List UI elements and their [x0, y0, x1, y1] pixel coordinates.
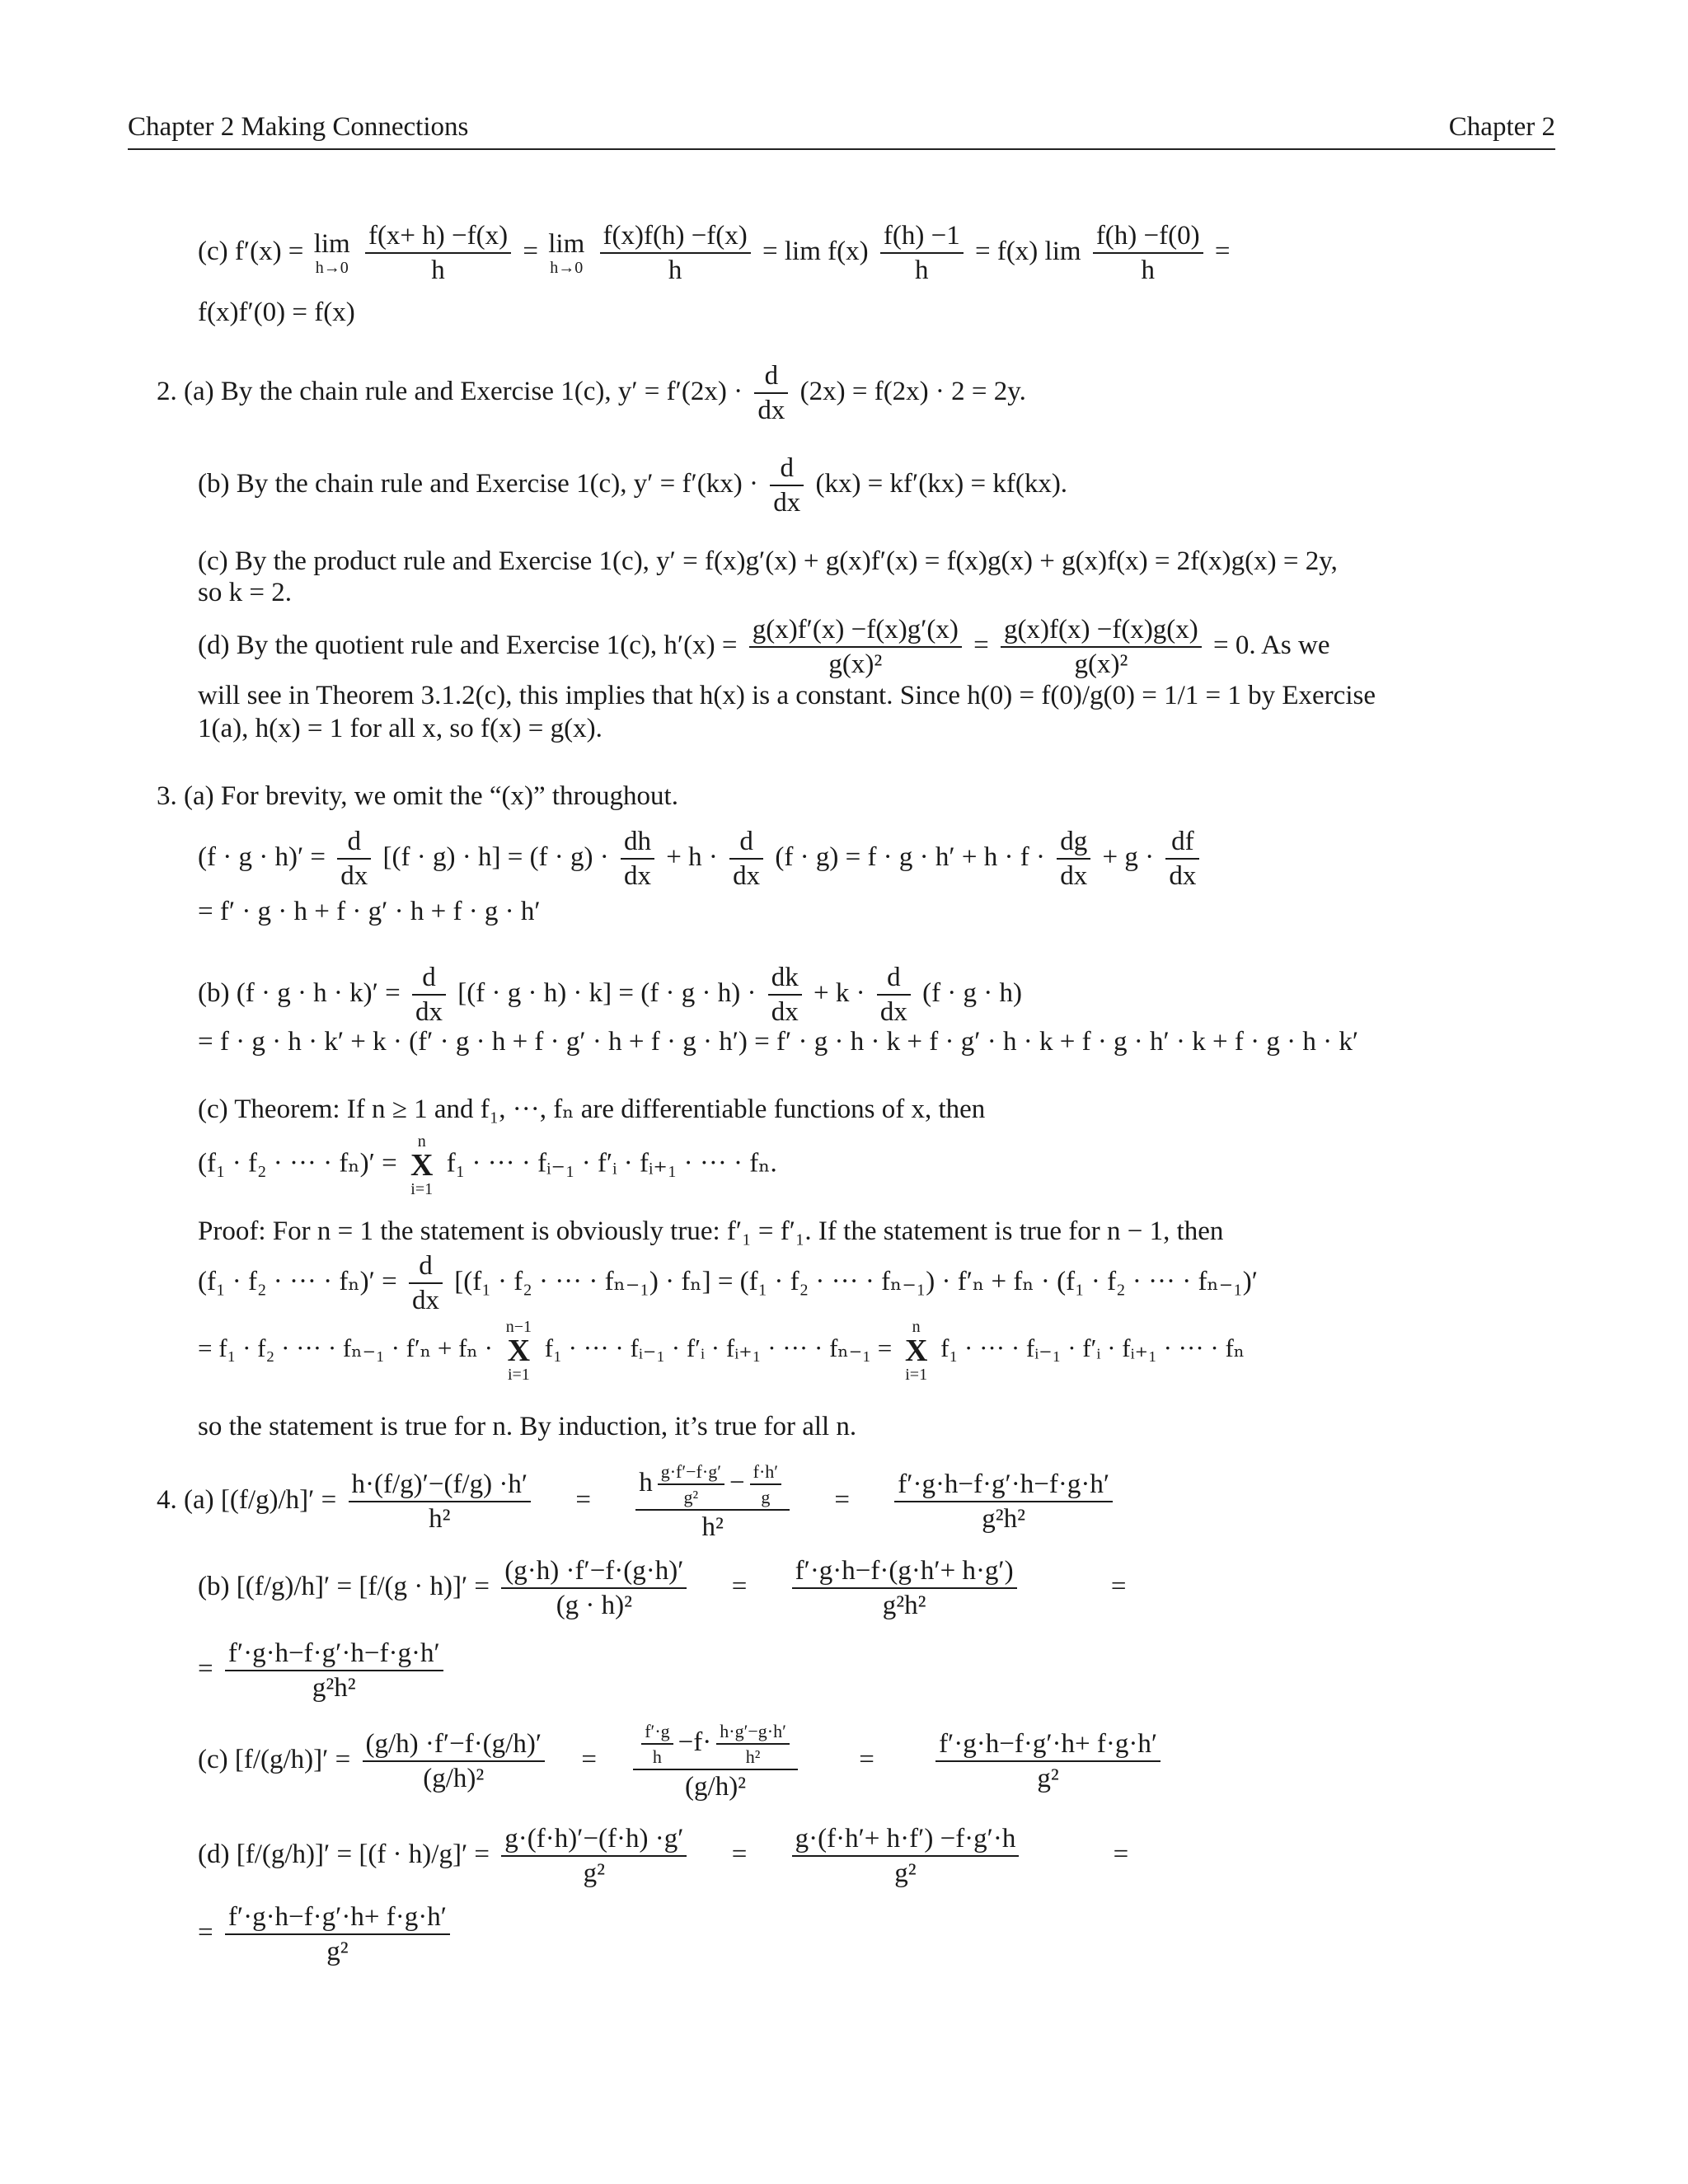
fraction: $\frac{g\cdot(f\cdot h'+ h\cdot f') -f\cdot g'\cdot h}{\text{g²}}$	[792, 1825, 1020, 1887]
fraction: $\frac{f'\cdot g\cdot h-f\cdot g'\cdot h+ f\cdot g\cdot h'}{\text{g²}}$	[935, 1731, 1160, 1793]
ex1c-line2: f(x)f′(0) = f(x)	[198, 298, 355, 327]
fraction: $\frac{g\cdot f'-f\cdot g'}{\text{g²}}$	[658, 1463, 724, 1507]
ex3a-line1: 3. (a) For brevity, we omit the “(x)” throughout.	[157, 781, 678, 811]
ex3c-proof: Proof: For n = 1 the statement is obviously true: f′₁ = f′₁. If the statement is true for n − 1, then	[198, 1216, 1224, 1246]
ex1c-lead: (c) f′(x) =	[198, 237, 304, 267]
fraction: $\frac{g\cdot(f\cdot h)'-(f\cdot h) \cdot g'}{\text{g²}}$	[501, 1825, 687, 1887]
fraction: $\frac{f(h) -f(0)}{h}$	[1093, 223, 1203, 284]
ex4d: (d) [f/(g/h)]′ = [(f · h)/g]′ = $\frac{g\cdot(f\cdot h)'-(f\cdot h) \cdot g'}{\text{g²}}$ = $\frac{g\cdot(f\cdot h'+ h\cdot f') -f\cdot g'\cdot h}{\text{g²}}$ =	[198, 1824, 1129, 1888]
fraction: $\frac{f(x+ h) -f(x)}{h}$	[365, 223, 511, 284]
ex3c-proof-line3: = f₁ · f₂ · ··· · fₙ₋₁ · f′ₙ + fₙ · n−1 X i=1 f₁ · ··· · fᵢ₋₁ · f′ᵢ · fᵢ₊₁ · ··· · fₙ₋₁ = n X i=1 f₁ · ··· · fᵢ₋₁ · f′ᵢ · fᵢ₊₁ · ··· · fₙ	[198, 1318, 1245, 1384]
ex4c: (c) [f/(g/h)]′ = $\frac{(g/h) \cdot f'-f\cdot(g/h)'}{\text{(g/h)²}}$ = $\frac{f'\cdot g}{h}$ −f· $\frac{h\cdot g'-g\cdot h'}{\text{h²}}$ (g/h)² = $\frac{f'\cdot g\cdot h-f\cdot g'\cdot h+ f\cdot g\cdot h'}{\text{g²}}$	[198, 1722, 1165, 1801]
ex2d: (d) By the quotient rule and Exercise 1(c), h′(x) = $\frac{g(x)f'(x) -f(x)g'(x)}{\text{g(x)²}}$ = $\frac{g(x)f(x) -f(x)g(x)}{\text{g(x)²}}$ = 0. As we	[198, 615, 1330, 679]
fraction: $\frac{f(x)f(h) -f(x)}{h}$	[600, 223, 751, 284]
limit-operator: lim h→0	[548, 229, 585, 277]
running-header-right: Chapter 2	[1448, 112, 1555, 142]
fraction: $\frac{dg}{dx}$	[1057, 828, 1090, 890]
ex2c-line1: (c) By the product rule and Exercise 1(c), y′ = f(x)g′(x) + g(x)f′(x) = f(x)g(x) + g(x)f(x) = 2f(x)g(x) = 2y,	[198, 546, 1338, 576]
header-rule	[128, 148, 1555, 150]
ex3a-line3: = f′ · g · h + f · g′ · h + f · g · h′	[198, 897, 541, 926]
ex2d-line2: will see in Theorem 3.1.2(c), this implies that h(x) is a constant. Since h(0) = f(0)/g(0) = 1/1 = 1 by Exercise	[198, 681, 1376, 710]
ex3c-theorem-intro: (c) Theorem: If n ≥ 1 and f₁, ···, fₙ are differentiable functions of x, then	[198, 1094, 986, 1124]
fraction: $\frac{(g\cdot h) \cdot f'-f\cdot(g\cdot h)'}{\text{(g · h)²}}$	[501, 1558, 687, 1619]
fraction: $\frac{g(x)f(x) -f(x)g(x)}{\text{g(x)²}}$	[1001, 616, 1202, 678]
ex4a: 4. (a) [(f/g)/h]′ = $\frac{h\cdot(f/g)'-(f/g) \cdot h'}{\text{h²}}$ = h $\frac{g\cdot f'-f\cdot g'}{\text{g²}}$ − $\frac{f\cdot h'}{g}$ h² = $\frac{f'\cdot g\cdot h-f\cdot g'\cdot h-f\cdot g\cdot h'}{\text{g²h²}}$	[157, 1463, 1118, 1541]
fraction: $\frac{d}{dx}$	[412, 964, 446, 1026]
fraction: $\frac{dh}{dx}$	[621, 828, 654, 890]
ex2c-line2: so k = 2.	[198, 578, 292, 607]
limit-operator: lim h→0	[313, 229, 350, 277]
ex3c-theorem: (f₁ · f₂ · ··· · fₙ)′ = n X i=1 f₁ · ··· · fᵢ₋₁ · f′ᵢ · fᵢ₊₁ · ··· · fₙ.	[198, 1132, 777, 1198]
fraction: $\frac{h\cdot g'-g\cdot h'}{\text{h²}}$	[716, 1722, 790, 1766]
fraction: $\frac{f'\cdot g\cdot h-f\cdot(g\cdot h'+ h\cdot g')}{\text{g²h²}}$	[792, 1558, 1017, 1619]
fraction: $\frac{f'\cdot g\cdot h-f\cdot g'\cdot h-f\cdot g\cdot h'}{\text{g²h²}}$	[225, 1640, 443, 1702]
fraction: $\frac{d}{dx}$	[754, 363, 788, 424]
ex2b: (b) By the chain rule and Exercise 1(c), y′ = f′(kx) · $\frac{d}{dx}$ (kx) = kf′(kx) = kf(kx).	[198, 453, 1068, 518]
ex3b-line2: = f · g · h · k′ + k · (f′ · g · h + f · g′ · h + f · g · h′) = f′ · g · h · k + f · g′ · h · k + f · g · h′ · k + f · g · h · k′	[198, 1027, 1359, 1057]
ex3a-line2: (f · g · h)′ = $\frac{d}{dx}$ [(f · g) · h] = (f · g) · $\frac{dh}{dx}$ + h · $\frac{d}{dx}$ (f · g) = f · g · h′ + h · f · $\frac{dg}{dx}$ + g · $\frac{df}{dx}$	[198, 828, 1204, 890]
fraction: $\frac{d}{dx}$	[877, 964, 911, 1026]
fraction: $\frac{f'\cdot g\cdot h-f\cdot g'\cdot h-f\cdot g\cdot h'}{\text{g²h²}}$	[894, 1471, 1113, 1533]
fraction: $\frac{(g/h) \cdot f'-f\cdot(g/h)'}{\text{(g/h)²}}$	[363, 1731, 546, 1793]
fraction: h $\frac{g\cdot f'-f\cdot g'}{\text{g²}}$ − $\frac{f\cdot h'}{g}$ h²	[635, 1463, 790, 1541]
fraction: $\frac{f\cdot h'}{g}$	[750, 1463, 781, 1507]
ex3c-proof-line2: (f₁ · f₂ · ··· · fₙ)′ = $\frac{d}{dx}$ [(f₁ · f₂ · ··· · fₙ₋₁) · fₙ] = (f₁ · f₂ · ··· · fₙ₋₁) · f′ₙ + fₙ · (f₁ · f₂ · ··· · fₙ₋₁)′	[198, 1251, 1258, 1315]
ex3c-conclusion: so the statement is true for n. By induction, it’s true for all n.	[198, 1412, 857, 1441]
fraction: $\frac{df}{dx}$	[1165, 828, 1199, 890]
ex2d-line3: 1(a), h(x) = 1 for all x, so f(x) = g(x).	[198, 714, 603, 743]
fraction: $\frac{f'\cdot g\cdot h-f\cdot g'\cdot h+ f\cdot g\cdot h'}{\text{g²}}$	[225, 1904, 450, 1966]
fraction: $\frac{f'\cdot g}{h}$	[641, 1722, 673, 1766]
fraction: $\frac{f(h) -1}{h}$	[880, 223, 964, 284]
fraction: $\frac{dk}{dx}$	[768, 964, 802, 1026]
fraction: $\frac{d}{dx}$	[337, 828, 371, 890]
fraction: $\frac{d}{dx}$	[409, 1253, 443, 1315]
fraction: $\frac{d}{dx}$	[729, 828, 763, 890]
running-header-left: Chapter 2 Making Connections	[128, 112, 469, 142]
fraction: $\frac{d}{dx}$	[770, 455, 804, 517]
ex4d-line2: = $\frac{f'\cdot g\cdot h-f\cdot g'\cdot h+ f\cdot g\cdot h'}{\text{g²}}$	[198, 1904, 455, 1966]
ex4b-line2: = $\frac{f'\cdot g\cdot h-f\cdot g'\cdot h-f\cdot g\cdot h'}{\text{g²h²}}$	[198, 1640, 448, 1702]
fraction: $\frac{f'\cdot g}{h}$ −f· $\frac{h\cdot g'-g\cdot h'}{\text{h²}}$ (g/h)²	[633, 1722, 798, 1801]
summation: n X i=1	[410, 1132, 434, 1198]
fraction: $\frac{h\cdot(f/g)'-(f/g) \cdot h'}{\text{h²}}$	[349, 1471, 532, 1533]
summation: n−1 X i=1	[505, 1318, 532, 1384]
summation: n X i=1	[904, 1318, 928, 1384]
fraction: $\frac{g(x)f'(x) -f(x)g'(x)}{\text{g(x)²}}$	[749, 616, 962, 678]
ex4b: (b) [(f/g)/h]′ = [f/(g · h)]′ = $\frac{(g\cdot h) \cdot f'-f\cdot(g\cdot h)'}{\text{(g · h)²}}$ = $\frac{f'\cdot g\cdot h-f\cdot(g\cdot h'+ h\cdot g')}{\text{g²h²}}$ =	[198, 1556, 1127, 1620]
ex3b-line1: (b) (f · g · h · k)′ = $\frac{d}{dx}$ [(f · g · h) · k] = (f · g · h) · $\frac{dk}{dx}$ + k · $\frac{d}{dx}$ (f · g · h)	[198, 963, 1023, 1027]
ex1c-equation: (c) f′(x) = lim h→0 $\frac{f(x+ h) -f(x)}{h}$ = lim h→0 $\frac{f(x)f(h) -f(x)}{h}$ = lim f(x) $\frac{f(h) -1}{h}$ = f(x) lim $\frac{f(h) -f(0)}{h}$ =	[198, 221, 1231, 285]
ex2a: 2. (a) By the chain rule and Exercise 1(c), y′ = f′(2x) · $\frac{d}{dx}$ (2x) = f(2x) · 2 = 2y.	[157, 361, 1026, 425]
